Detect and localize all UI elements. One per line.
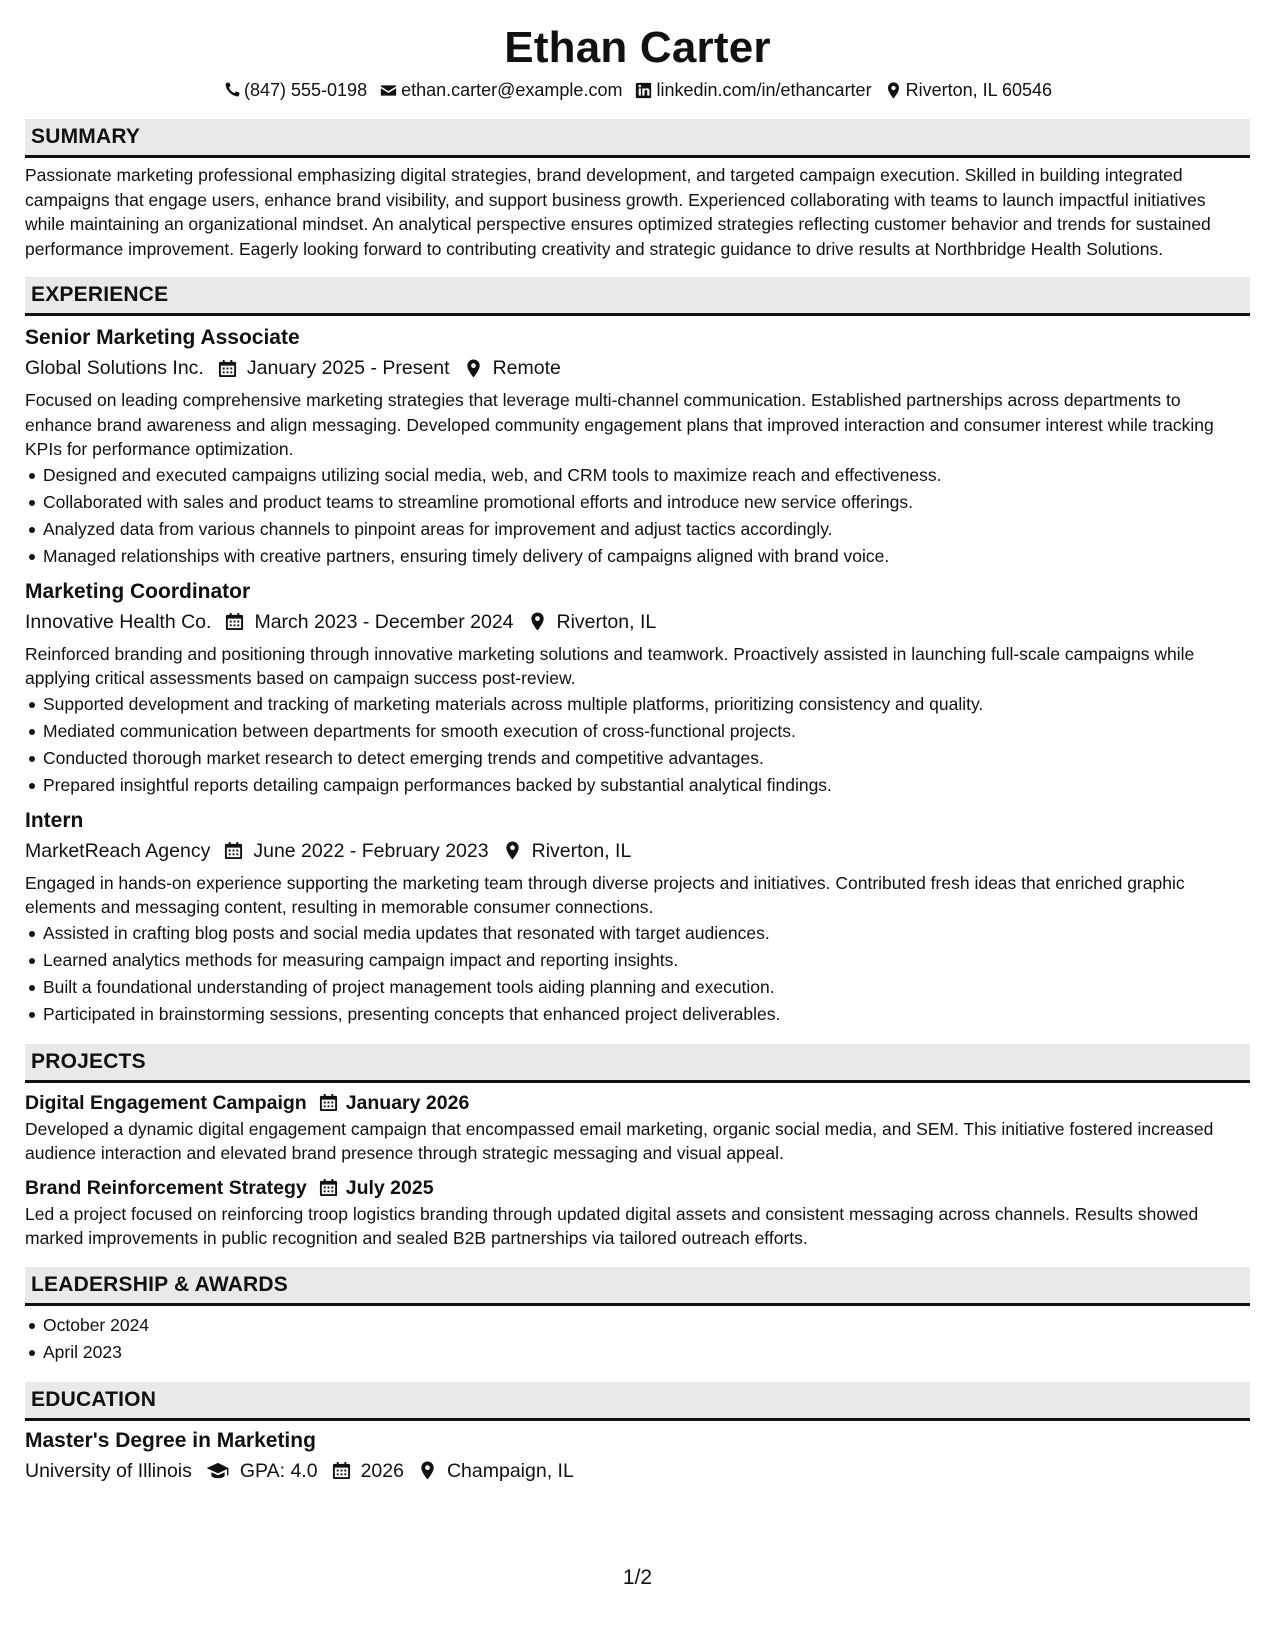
job-title: Marketing Coordinator	[25, 579, 251, 603]
degree-title: Master's Degree in Marketing	[25, 1428, 316, 1452]
list-item: Mediated communication between departments for smooth execution of cross-functional projects.	[43, 718, 1250, 745]
resume-page	[25, 20, 1250, 1491]
section-heading-education: EDUCATION	[25, 1382, 1250, 1421]
calendar-icon	[224, 841, 243, 860]
project-date: January 2026	[345, 1091, 470, 1114]
job-description: Focused on leading comprehensive marketing strategies that leverage multi-channel communication. Established partnerships across departments to enhance brand awareness and align messaging. Developed community engagement plans that improved interaction and consumer interest while tracking KPIs for performance optimization.	[25, 390, 1214, 459]
map-pin-icon	[418, 1461, 437, 1480]
list-item: Designed and executed campaigns utilizing social media, web, and CRM tools to maximize reach and effectiveness.	[43, 462, 1250, 489]
graduation-cap-icon	[206, 1461, 230, 1480]
job-dates: March 2023 - December 2024	[254, 610, 514, 633]
job-meta	[25, 354, 1250, 382]
contact-row	[25, 78, 1250, 102]
map-pin-icon	[885, 82, 902, 99]
job-bullets	[25, 462, 1250, 570]
phone-icon	[223, 82, 240, 99]
job-bullets	[25, 920, 1250, 1028]
linkedin-icon	[635, 82, 652, 99]
list-item: Conducted thorough market research to detect emerging trends and competitive advantages.	[43, 745, 1250, 772]
job-entry	[25, 324, 1250, 570]
list-item: Participated in brainstorming sessions, presenting concepts that enhanced project deliverables.	[43, 1001, 1250, 1028]
calendar-icon	[218, 359, 237, 378]
map-pin-icon	[464, 359, 483, 378]
job-meta	[25, 608, 1250, 636]
email-text[interactable]: ethan.carter@example.com	[401, 80, 623, 100]
section-heading-summary: SUMMARY	[25, 119, 1250, 158]
candidate-name: Ethan Carter	[504, 23, 771, 72]
job-entry	[25, 578, 1250, 799]
job-bullets	[25, 691, 1250, 799]
project-title: Digital Engagement Campaign	[25, 1091, 307, 1114]
job-company: Innovative Health Co.	[25, 610, 212, 633]
project-header	[25, 1089, 1250, 1117]
job-company: MarketReach Agency	[25, 839, 211, 862]
calendar-icon	[319, 1178, 338, 1197]
project-title: Brand Reinforcement Strategy	[25, 1176, 307, 1199]
map-pin-icon	[503, 841, 522, 860]
contact-location	[885, 78, 1052, 102]
map-pin-icon	[528, 612, 547, 631]
gpa-text: GPA: 4.0	[239, 1459, 318, 1482]
job-location: Riverton, IL	[531, 839, 632, 862]
job-description: Reinforced branding and positioning through innovative marketing solutions and teamwork. Proactively assisted in launching full-scale campaigns while applying critical assessments based on campaign success post-review.	[25, 643, 1195, 688]
list-item: Learned analytics methods for measuring campaign impact and reporting insights.	[43, 947, 1250, 974]
summary-text: Passionate marketing professional emphasizing digital strategies, brand development, and targeted campaign execution. Skilled in building integrated campaigns that engage users, enhance brand visibility, and support business growth. Experienced collaborating with teams to launch impactful initiatives while maintaining an organizational mindset. An analytical perspective ensures optimized strategies reflecting customer behavior and trends for sustained performance improvement. Eagerly looking forward to contributing creativity and strategic guidance to drive results at Northbridge Health Solutions.	[25, 165, 1211, 259]
project-entry	[25, 1174, 1250, 1251]
phone-text: (847) 555-0198	[243, 80, 368, 100]
job-location: Remote	[492, 357, 561, 379]
education-location: Champaign, IL	[446, 1459, 574, 1482]
job-entry	[25, 807, 1250, 1028]
job-dates: January 2025 - Present	[246, 357, 450, 379]
list-item: Built a foundational understanding of project management tools aiding planning and execution.	[43, 974, 1250, 1001]
contact-phone	[223, 78, 367, 102]
envelope-icon	[380, 82, 397, 99]
list-item: April 2023	[43, 1339, 1250, 1366]
list-item: Collaborated with sales and product teams to streamline promotional efforts and introduce new service offerings.	[43, 489, 1250, 516]
list-item: Prepared insightful reports detailing campaign performances backed by substantial analytical findings.	[43, 772, 1250, 799]
location-text: Riverton, IL 60546	[905, 80, 1053, 100]
list-item: Assisted in crafting blog posts and social media updates that resonated with target audiences.	[43, 920, 1250, 947]
job-title: Senior Marketing Associate	[25, 326, 300, 349]
list-item: Analyzed data from various channels to pinpoint areas for improvement and adjust tactics accordingly.	[43, 516, 1250, 543]
project-entry	[25, 1089, 1250, 1166]
project-description: Led a project focused on reinforcing troop logistics branding through updated digital assets and consistent messaging across channels. Results showed marked improvements in public recognition and sealed B2B partnerships via tailored outreach efforts.	[25, 1203, 1199, 1248]
job-title: Intern	[25, 808, 84, 832]
list-item: Supported development and tracking of marketing materials across multiple platforms, prioritizing consistency and quality.	[43, 691, 1250, 718]
education-meta	[25, 1457, 1250, 1485]
school-name: University of Illinois	[25, 1459, 192, 1482]
page-number: 1/2	[622, 1566, 653, 1589]
job-location: Riverton, IL	[556, 610, 657, 633]
leadership-list	[25, 1312, 1250, 1366]
contact-email[interactable]	[380, 78, 622, 102]
project-header	[25, 1174, 1250, 1202]
job-dates: June 2022 - February 2023	[253, 839, 489, 862]
section-heading-experience: EXPERIENCE	[25, 277, 1250, 316]
calendar-icon	[332, 1461, 351, 1480]
job-meta	[25, 837, 1250, 865]
list-item: Managed relationships with creative partners, ensuring timely delivery of campaigns aligned with brand voice.	[43, 543, 1250, 570]
section-heading-leadership: LEADERSHIP & AWARDS	[25, 1267, 1250, 1306]
project-date: July 2025	[345, 1176, 434, 1199]
job-description: Engaged in hands-on experience supporting the marketing team through diverse projects and initiatives. Contributed fresh ideas that enriched graphic elements and messaging content, resulting in memorable consumer connections.	[25, 872, 1185, 917]
calendar-icon	[225, 612, 244, 631]
list-item: October 2024	[43, 1312, 1250, 1339]
contact-linkedin[interactable]	[635, 78, 871, 102]
job-company: Global Solutions Inc.	[25, 357, 204, 379]
calendar-icon	[319, 1093, 338, 1112]
project-description: Developed a dynamic digital engagement campaign that encompassed email marketing, organic social media, and SEM. This initiative fostered increased audience interaction and elevated brand presence through strategic messaging and visual appeal.	[25, 1118, 1214, 1163]
graduation-year: 2026	[360, 1459, 404, 1482]
linkedin-text[interactable]: linkedin.com/in/ethancarter	[656, 80, 872, 100]
section-heading-projects: PROJECTS	[25, 1044, 1250, 1083]
